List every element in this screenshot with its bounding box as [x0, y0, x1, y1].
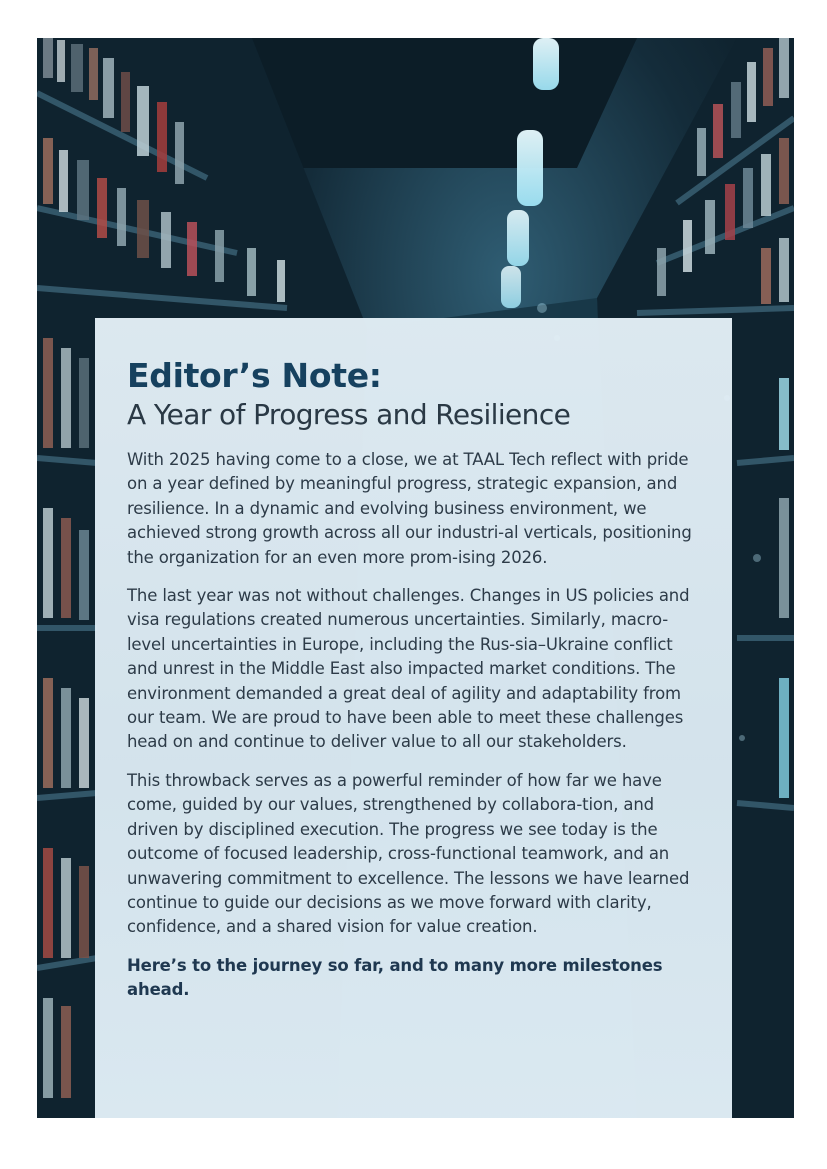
body-paragraph: The last year was not without challenges. Changes in US policies and visa regulations created numerous uncertainties. Similarly, macro-level uncertainties in Europe, including the Rus-sia–Ukraine conflict and unrest in the Middle East also impacted market conditions. The environment demanded a great deal of agility and adaptability from our team. We are proud to have been able to meet these challenges head on and continue to deliver value to all our stakeholders. [127, 586, 690, 752]
page-subtitle: A Year of Progress and Resilience [127, 398, 571, 431]
closing-statement: Here’s to the journey so far, and to many more milestones ahead. [127, 955, 663, 1000]
page-title: Editor’s Note: [127, 356, 382, 395]
body-paragraph: This throwback serves as a powerful reminder of how far we have come, guided by our values, strengthened by collabora-tion, and driven by disciplined execution. The progress we see today is the outcome of focused leadership, cross-functional teamwork, and an unwavering commitment to excellence. The lessons we have learned continue to guide our decisions as we move forward with clarity, confidence, and a shared vision for value creation. [127, 770, 690, 937]
editors-note-panel [95, 318, 732, 1118]
body-paragraph: With 2025 having come to a close, we at TAAL Tech reflect with pride on a year defined by meaningful progress, strategic expansion, and resilience. In a dynamic and evolving business environment, we achieved strong growth across all our industri-al verticals, positioning the organization for an even more prom-ising 2026. [127, 450, 692, 567]
